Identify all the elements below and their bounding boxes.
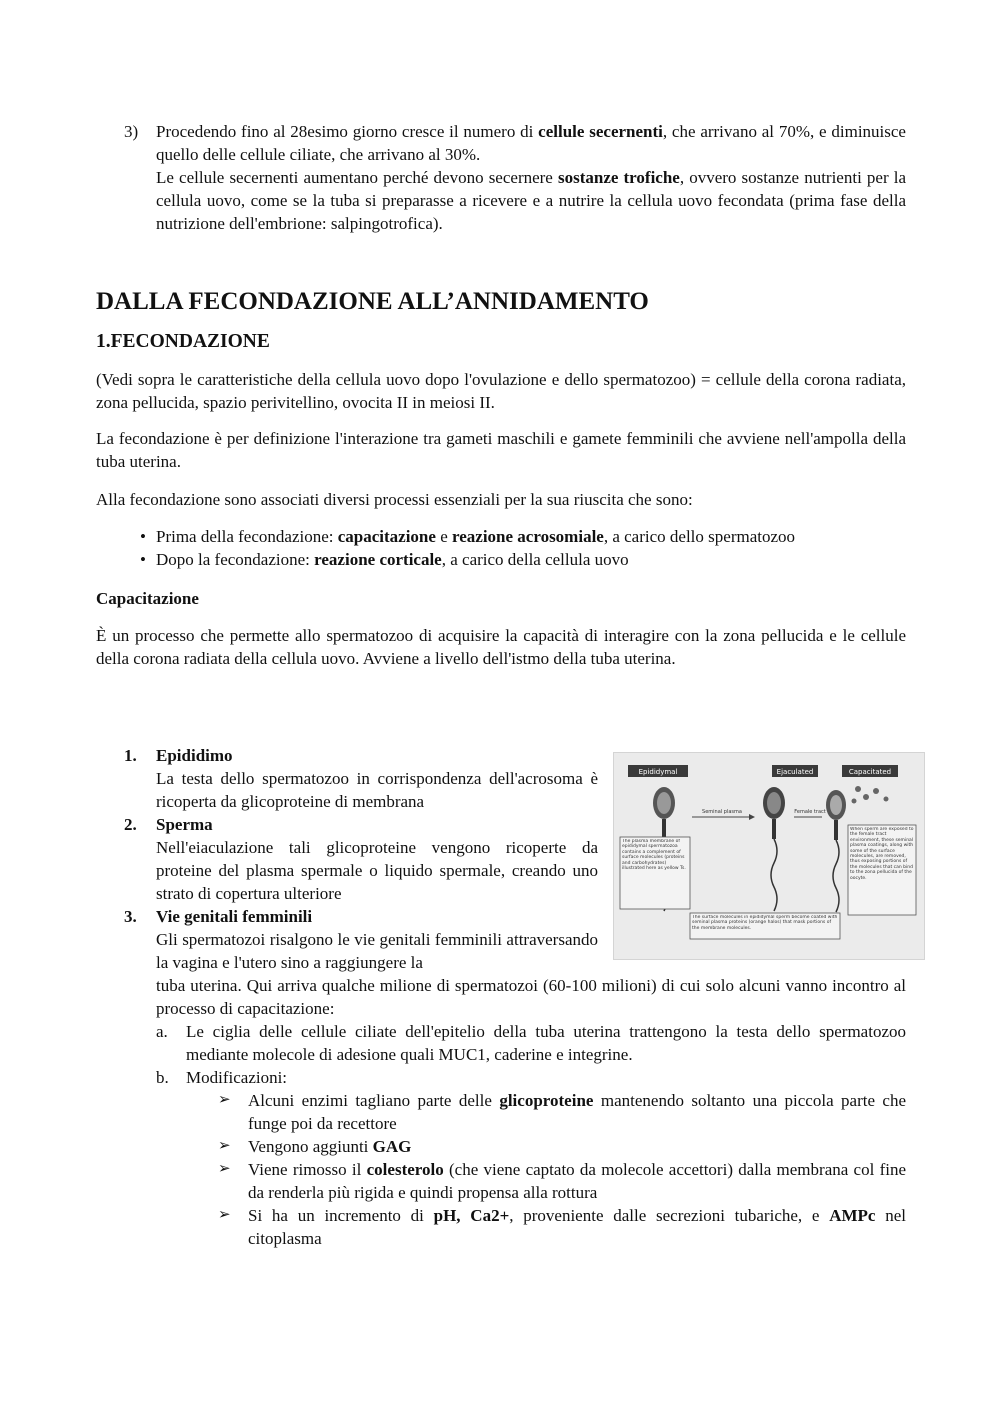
paragraph: Alla fecondazione sono associati diversi processi essenziali per la sua riuscita che sono: xyxy=(96,490,693,509)
text-run: , a carico dello spermatozoo xyxy=(603,527,796,546)
text-run: , proveniente dalle secrezioni tubariche, e xyxy=(509,1206,830,1225)
list-number: 2. xyxy=(124,815,137,834)
bullet-item xyxy=(96,548,906,571)
subsection-heading: 1.FECONDAZIONE xyxy=(96,331,270,352)
figure-label: Capacitated xyxy=(848,768,892,776)
paragraph: È un processo che permette allo spermatozoo di acquisire la capacità di interagire con la zona pellucida e le cellule della corona radiata della cellula uovo. Avviene a livello dell'istmo della tuba uterina. xyxy=(96,626,906,668)
list-item xyxy=(96,813,906,905)
item3-paragraph-2 xyxy=(156,166,906,235)
text-run: mantenendo soltanto una piccola parte che funge poi da recettore xyxy=(248,1091,906,1133)
list-item-title: Sperma xyxy=(156,815,213,834)
list-item-text: Nell'eiaculazione tali glicoproteine vengono ricoperte da proteine del plasma spermale o liquido spermale, creando uno strato di copertura ulteriore xyxy=(156,838,598,903)
bold-term: cellule secernenti xyxy=(538,122,663,141)
text-run: Si ha un incremento di xyxy=(248,1206,434,1225)
figure-label: Epididymal xyxy=(638,768,678,776)
text-run: Le cellule secernenti aumentano perché devono secernere xyxy=(156,168,558,187)
text-run: , a carico della cellula uovo xyxy=(441,550,629,569)
list-item-title: Vie genitali femminili xyxy=(156,907,313,926)
arrow-bullet-icon: ➢ xyxy=(218,1138,231,1154)
sub-list-letter: a. xyxy=(156,1022,168,1041)
list-item xyxy=(96,905,906,1020)
text-run: Alcuni enzimi tagliano parte delle xyxy=(248,1091,500,1110)
list-number: 1. xyxy=(124,746,137,765)
arrow-bullet-icon: ➢ xyxy=(218,1092,231,1108)
bold-term: colesterolo xyxy=(366,1160,444,1179)
bullet-item xyxy=(96,525,906,548)
figure-label: Ejaculated xyxy=(776,768,814,776)
bold-term: AMPc xyxy=(829,1206,876,1225)
figure-small-label: Seminal plasma xyxy=(702,809,742,815)
text-run: Vengono aggiunti xyxy=(248,1137,373,1156)
arrow-list-item xyxy=(96,1158,906,1204)
figure-note: The plasma membrane of epididymal spermatozoa contains a complement of surface molecules (proteins and carbohydrates) illustrated here as yellow Ts. xyxy=(622,839,686,872)
list-item xyxy=(96,744,906,813)
sub-list-item xyxy=(96,1066,906,1089)
sub-list-text: Modificazioni: xyxy=(186,1068,288,1087)
list-item-text: La testa dello spermatozoo in corrispondenza dell'acrosoma è ricoperta da glicoproteine di membrana xyxy=(156,769,598,811)
bullet-list xyxy=(96,525,906,571)
list-item-title: Epididimo xyxy=(156,746,233,765)
section-heading: DALLA FECONDAZIONE ALL’ANNIDAMENTO xyxy=(96,288,649,315)
sub-list-text: Le ciglia delle cellule ciliate dell'epitelio della tuba uterina trattengono la testa dello spermatozoo mediante molecole di adesione quali MUC1, caderine e integrine. xyxy=(186,1022,906,1064)
arrow-list-item xyxy=(96,1089,906,1135)
figure-note: When sperm are exposed to the female tract environment, these seminal plasma coatings, along with some of the surface molecules, are removed, thus exposing portions of the molecules that can bind to the zona pellucida of the oocyte. xyxy=(850,827,914,881)
capacitazione-heading: Capacitazione xyxy=(96,589,199,608)
text-run: nel citoplasma xyxy=(248,1206,906,1248)
list-item-text: tuba uterina. Qui arriva qualche milione di spermatozoi (60-100 milioni) di cui solo alcuni vanno incontro al processo di capacitazione: xyxy=(156,976,906,1018)
figure-note: The surface molecules in epididymal sperm become coated with seminal plasma proteins (orange halos) that mask portions of the membrane molecules. xyxy=(692,915,838,931)
list-item-text: Gli spermatozoi risalgono le vie genitali femminili attraversando la vagina e l'utero sino a raggiungere la xyxy=(156,930,598,972)
arrow-list-item xyxy=(96,1204,906,1250)
figure-small-label: Female tract xyxy=(794,809,826,815)
text-run: Procedendo fino al 28esimo giorno cresce il numero di xyxy=(156,122,539,141)
bold-term: reazione corticale xyxy=(314,550,442,569)
list-number: 3. xyxy=(124,907,137,926)
text-run: , ovvero sostanze nutrienti per la cellula uovo, come se la tuba si preparasse a ricevere e a nutrire la cellula uovo fecondata (prima fase della nutrizione dell'embrione: salpingotrofica). xyxy=(156,168,906,233)
arrow-bullet-icon: ➢ xyxy=(218,1207,231,1223)
bold-term: GAG xyxy=(372,1137,412,1156)
sub-list-letter: b. xyxy=(156,1068,169,1087)
arrow-bullet-icon: ➢ xyxy=(218,1161,231,1177)
bold-term: pH, Ca2+ xyxy=(433,1206,510,1225)
bold-term: capacitazione xyxy=(337,527,436,546)
bold-term: sostanze trofiche xyxy=(557,168,680,187)
text-run: , che arrivano al 70%, e diminuisce quello delle cellule ciliate, che arrivano al 30%. xyxy=(156,122,906,164)
text-run: Dopo la fecondazione: xyxy=(156,550,315,569)
paragraph: La fecondazione è per definizione l'interazione tra gameti maschili e gamete femminili che avviene nell'ampolla della tuba uterina. xyxy=(96,429,906,471)
bold-term: glicoproteine xyxy=(499,1091,594,1110)
item3-paragraph-1 xyxy=(156,120,906,166)
numbered-list xyxy=(96,744,906,1250)
paragraph: (Vedi sopra le caratteristiche della cellula uovo dopo l'ovulazione e dello spermatozoo) = cellule della corona radiata, zona pellucida, spazio perivitellino, ovocita II in meiosi II. xyxy=(96,370,906,412)
bullet-dot-icon: • xyxy=(140,550,146,569)
text-run: Prima della fecondazione: xyxy=(156,527,338,546)
sub-list-item xyxy=(96,1020,906,1066)
text-run: Viene rimosso il xyxy=(248,1160,367,1179)
bold-term: reazione acrosomiale xyxy=(451,527,604,546)
arrow-list-item xyxy=(96,1135,906,1158)
bullet-dot-icon: • xyxy=(140,527,146,546)
text-run: e xyxy=(435,527,452,546)
text-run: (che viene captato da molecole accettori) dalla membrana col fine da renderla più rigida e quindi propensa alla rottura xyxy=(248,1160,906,1202)
list-item-3 xyxy=(96,120,906,235)
list-number: 3) xyxy=(124,122,139,141)
